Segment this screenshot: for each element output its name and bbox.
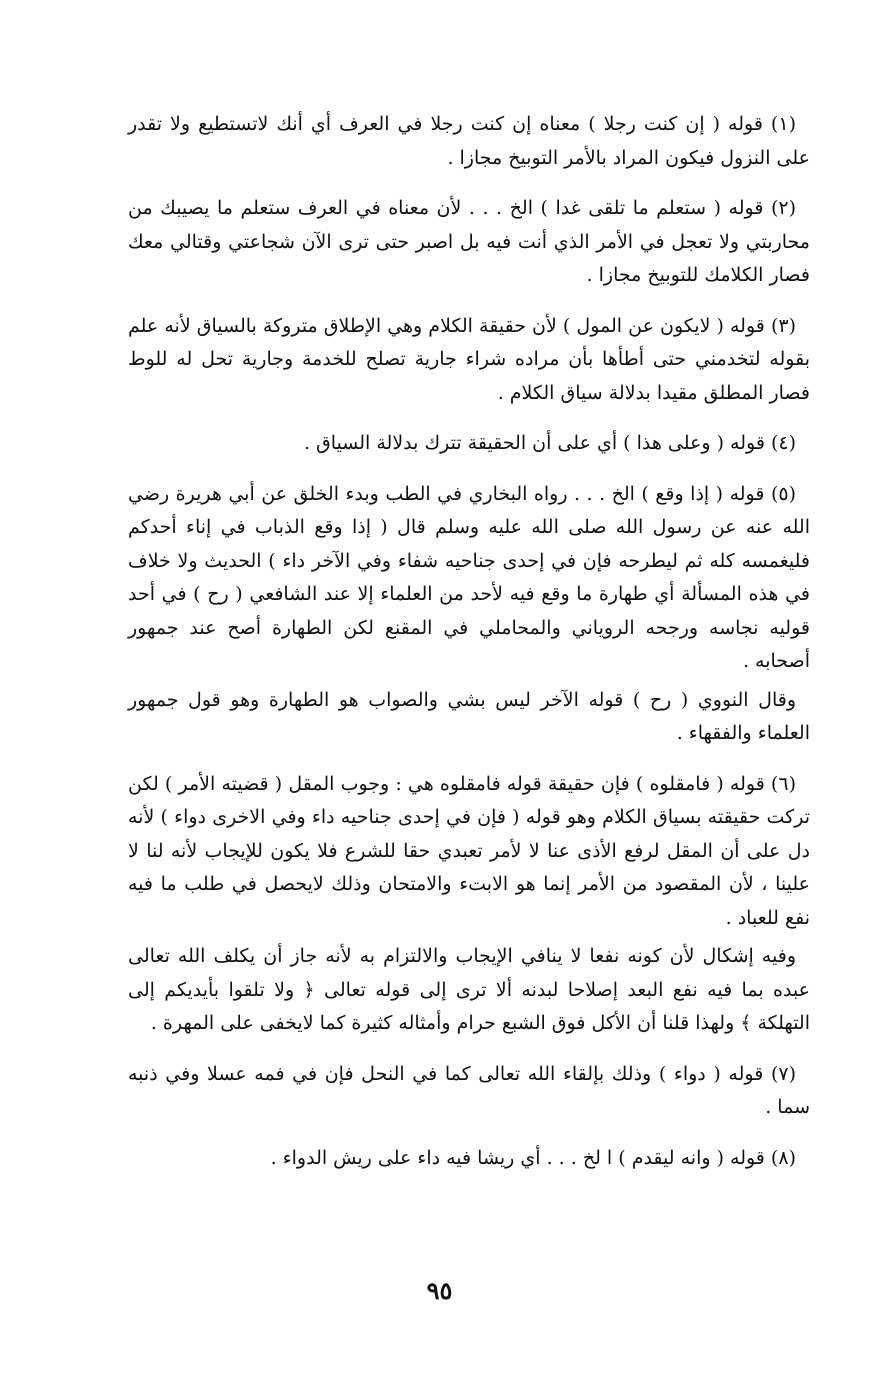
page-number: ٩٥	[426, 1276, 453, 1305]
footnote-7: (٧) قوله ( دواء ) وذلك بإلقاء الله تعالى كما في النحل فإن في فمه عسلا وفي ذنبه سما .	[128, 1062, 810, 1118]
footnote-4: (٤) قوله ( وعلى هذا ) أي على أن الحقيقة تترك بدلالة السياق .	[303, 432, 796, 454]
footnote-1: (١) قوله ( إن كنت رجلا ) معناه إن كنت رجلا في العرف أي أنك لاتستطيع ولا تقدر على النزول فيكون المراد بالأمر التوبيخ مجازا .	[128, 113, 810, 169]
footnote-3: (٣) قوله ( لايكون عن المول ) لأن حقيقة الكلام وهي الإطلاق متروكة بالسياق لأنه علم بقوله لتخدمني حتى أطأها بأن مراده شراء جارية تصلح للخدمة وجارية تحل له للوط فصار المطلق مقيدا بدلالة سياق الكلام .	[128, 314, 810, 404]
footnotes-block	[128, 108, 810, 1192]
footnote-6-continuation: وفيه إشكال لأن كونه نفعا لا ينافي الإيجاب والالتزام به لأنه جاز أن يكلف الله تعالى عبده بما فيه نفع البعد إصلاحا لبدنه ألا ترى إلى قوله تعالى ﴿ ولا تلقوا بأيديكم إلى التهلكة ﴾ ولهذا قلنا أن الأكل فوق الشبع حرام وأمثاله كثيرة كما لايخفى على المهرة .	[128, 945, 810, 1034]
footnote-6: (٦) قوله ( فامقلوه ) فإن حقيقة قوله فامقلوه هي : وجوب المقل ( قضيته الأمر ) لكن تركت حقيقته بسياق الكلام وهو قوله ( فإن في إحدى جناحيه داء وفي الاخرى دواء ) لأنه دل على أن المقل لرفع الأذى عنا لا لأمر تعبدي حقا للشرع فلا يكون للإيجاب لأنه لنا لا علينا ، لأن المقصود من الأمر إنما هو الابتء والامتحان وذلك لايحصل في طلب ما فيه نفع للعباد .	[128, 772, 810, 929]
footnote-8: (٨) قوله ( وانه ليقدم ) ا لخ . . . أي ريشا فيه داء على ريش الدواء .	[270, 1146, 796, 1169]
footnote-5-continuation: وقال النووي ( رح ) قوله الآخر ليس بشي والصواب هو الطهارة وهو قول جمهور العلماء والفقهاء .	[128, 688, 810, 744]
footnote-5: (٥) قوله ( إذا وقع ) الخ . . . رواه البخاري في الطب وبدء الخلق عن أبي هريرة رضي الله عنه عن رسول الله صلى الله عليه وسلم قال ( إذا وقع الذباب في إناء أحدكم فليغمسه كله ثم ليطرحه فإن في إحدى جناحيه شفاء وفي الآخر داء ) الحديث ولا خلاف في هذه المسألة أي طهارة ما وقع فيه لأحد من العلماء إلا عند الشافعي ( رح ) في أحد قوليه نجاسه ورجحه الروياني والمحاملي في المقنع لكن الطهارة أصح عند جمهور أصحابه .	[128, 482, 810, 672]
footnote-2: (٢) قوله ( ستعلم ما تلقى غدا ) الخ . . . لأن معناه في العرف ستعلم ما يصيبك من محاربتي ولا تعجل في الأمر الذي أنت فيه بل اصبر حتى ترى الآن شجاعتي وقتالي معك فصار الكلامك للتوبيخ مجازا .	[128, 197, 810, 286]
